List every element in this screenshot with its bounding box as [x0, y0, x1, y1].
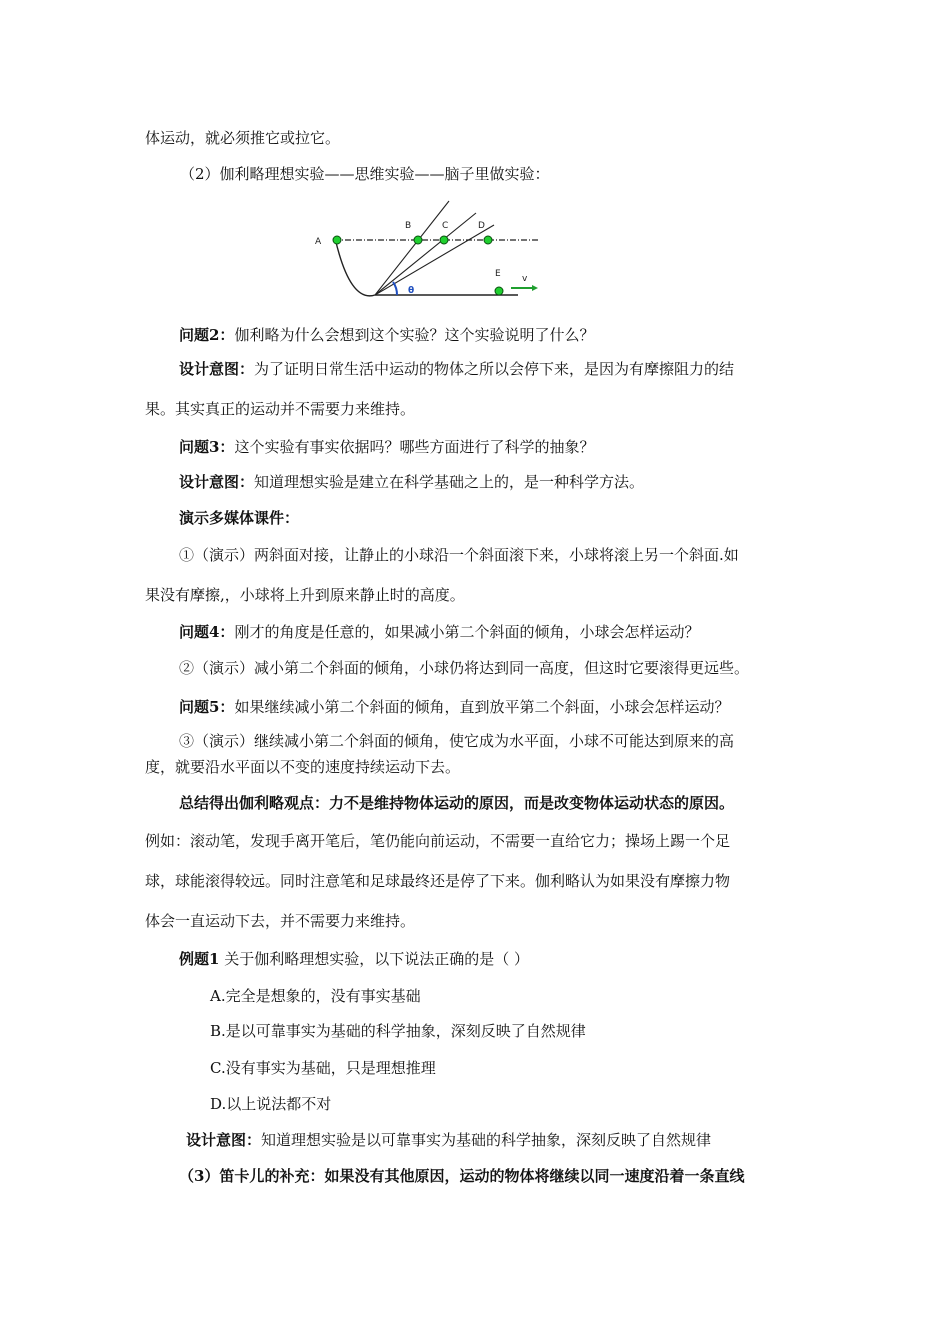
demo-step-3: ③（演示）继续减小第二个斜面的倾角，使它成为水平面，小球不可能达到原来的高 [179, 732, 735, 750]
question-5 [179, 697, 729, 717]
question-text: 伽利略为什么会想到这个实验？这个实验说明了什么？ [234, 326, 595, 344]
ball-d [484, 236, 492, 244]
intent-label: 设计意图： [186, 1131, 262, 1149]
first-ramp-curve [335, 238, 375, 296]
ball-c [440, 236, 448, 244]
label-v: v [522, 274, 528, 284]
design-intent [186, 1130, 711, 1150]
label-a: A [315, 237, 322, 247]
label-c: C [442, 221, 449, 231]
option-b: B.是以可靠事实为基础的科学抽象，深刻反映了自然规律 [210, 1022, 586, 1040]
example-question-text: 关于伽利略理想实验，以下说法正确的是（ ） [219, 950, 529, 968]
question-text: 刚才的角度是任意的，如果减小第二个斜面的倾角，小球会怎样运动？ [234, 623, 700, 641]
summary: 总结得出伽利略观点：力不是维持物体运动的原因，而是改变物体运动状态的原因。 [179, 794, 735, 812]
option-d: D.以上说法都不对 [210, 1095, 332, 1113]
intent-label: 设计意图： [179, 473, 255, 491]
ramp-b [375, 201, 449, 295]
ball-b [414, 236, 422, 244]
demo-heading: 演示多媒体课件： [179, 509, 300, 527]
velocity-arrow-head [532, 285, 538, 291]
intent-text: 知道理想实验是以可靠事实为基础的科学抽象，深刻反映了自然规律 [261, 1131, 712, 1149]
design-intent [179, 472, 644, 492]
text-line: 度，就要沿水平面以不变的速度持续运动下去。 [145, 758, 461, 776]
example-text: 例如：滚动笔，发现手离开笔后，笔仍能向前运动，不需要一直给它力；操场上踢一个足 [145, 832, 731, 850]
text-line: 果。其实真正的运动并不需要力来维持。 [145, 400, 416, 418]
ramp-c [375, 213, 476, 295]
galileo-ramp-diagram [313, 193, 545, 303]
label-b: B [405, 221, 412, 231]
question-text: 这个实验有事实依据吗？哪些方面进行了科学的抽象？ [234, 438, 595, 456]
question-3 [179, 437, 594, 457]
example-question [179, 949, 529, 969]
ball-e [495, 287, 503, 295]
descartes-supplement: （3）笛卡儿的补充：如果没有其他原因，运动的物体将继续以同一速度沿着一条直线 [179, 1167, 745, 1185]
angle-arc [393, 282, 397, 295]
intent-label: 设计意图： [179, 360, 255, 378]
intent-text: 为了证明日常生活中运动的物体之所以会停下来，是因为有摩擦阻力的结 [254, 360, 735, 378]
label-d: D [478, 221, 485, 231]
question-2 [179, 325, 594, 345]
demo-step-1: ①（演示）两斜面对接，让静止的小球沿一个斜面滚下来，小球将滚上另一个斜面.如 [179, 546, 739, 564]
example-label: 例题1 [179, 950, 220, 968]
question-label: 问题5： [179, 698, 235, 716]
label-e: E [495, 269, 501, 279]
question-label: 问题3： [179, 438, 235, 456]
label-theta: θ [408, 286, 415, 296]
ramp-d [375, 225, 494, 295]
question-label: 问题2： [179, 326, 235, 344]
text-line: 果没有摩擦,，小球将上升到原来静止时的高度。 [145, 586, 465, 604]
example-text: 球，球能滚得较远。同时注意笔和足球最终还是停了下来。伽利略认为如果没有摩擦力物 [145, 872, 731, 890]
intent-text: 知道理想实验是建立在科学基础之上的，是一种科学方法。 [254, 473, 645, 491]
option-c: C.没有事实为基础，只是理想推理 [210, 1059, 436, 1077]
design-intent [179, 359, 734, 379]
question-text: 如果继续减小第二个斜面的倾角，直到放平第二个斜面，小球会怎样运动？ [234, 698, 730, 716]
question-4 [179, 622, 699, 642]
question-label: 问题4： [179, 623, 235, 641]
demo-step-2: ②（演示）减小第二个斜面的倾角，小球仍将达到同一高度，但这时它要滚得更远些。 [179, 659, 750, 677]
example-text: 体会一直运动下去，并不需要力来维持。 [145, 912, 416, 930]
ball-a [333, 236, 341, 244]
section-heading: （2）伽利略理想实验——思维实验——脑子里做实验： [180, 165, 550, 183]
text-line: 体运动，就必须推它或拉它。 [145, 129, 341, 147]
option-a: A.完全是想象的，没有事实基础 [210, 987, 421, 1005]
